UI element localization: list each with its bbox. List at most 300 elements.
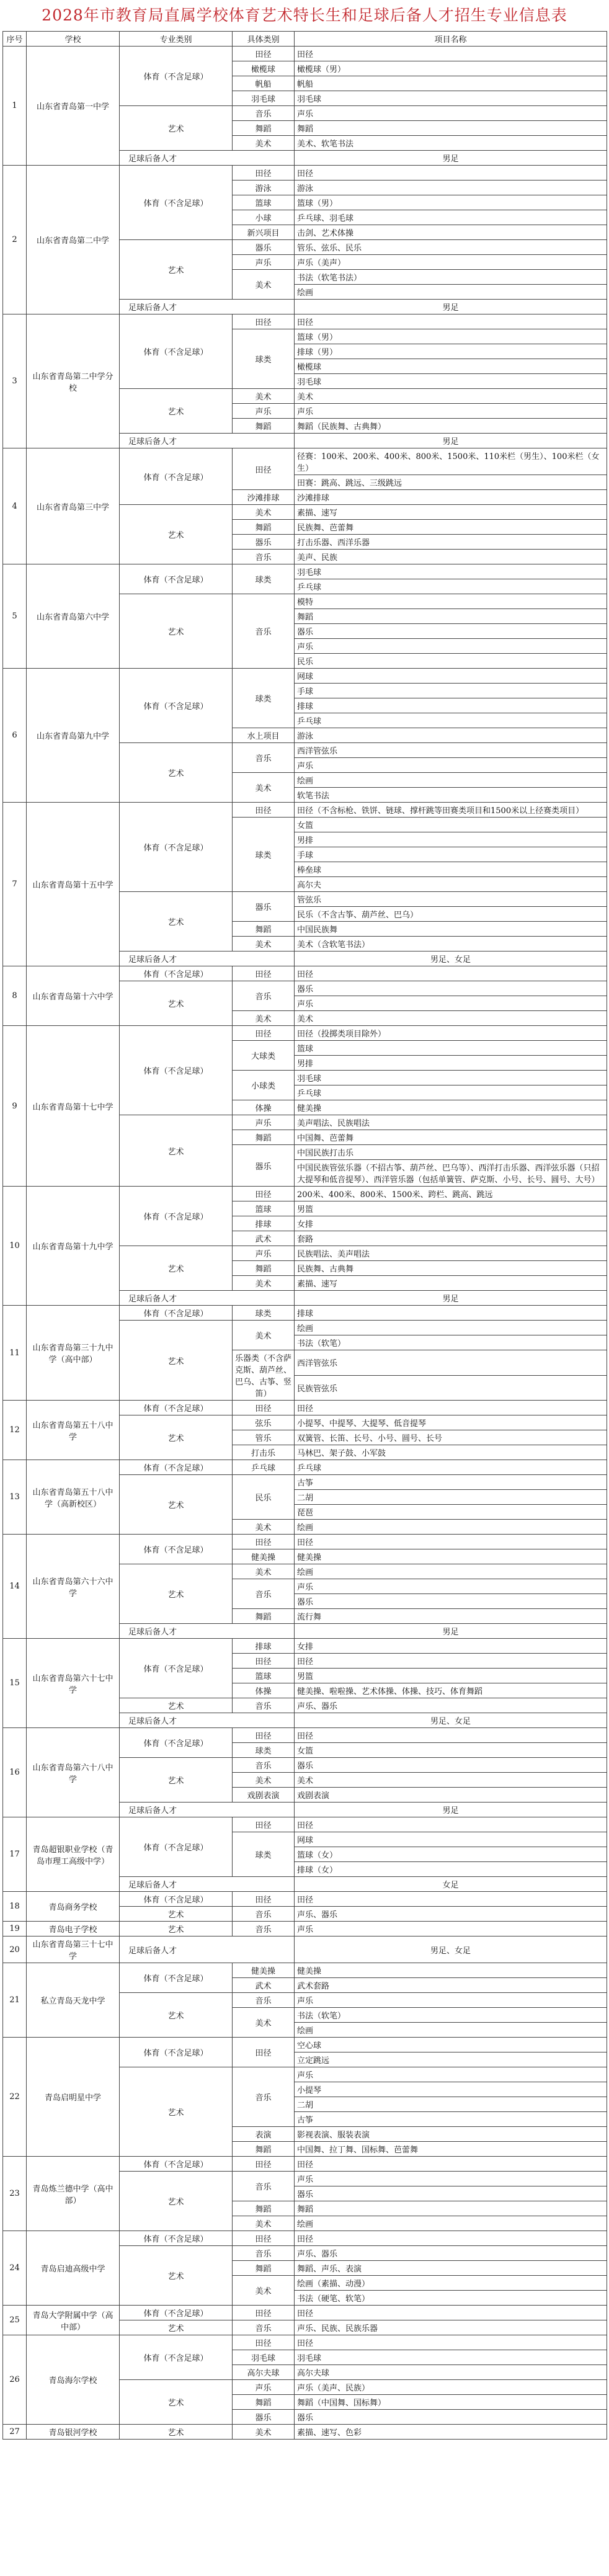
sub-category-cell: 田径 — [233, 803, 295, 818]
football-reserve-label: 足球后备人才 — [120, 952, 295, 966]
table-row — [3, 1026, 607, 1041]
item-cell: 网球 — [295, 1832, 607, 1847]
sub-category-cell: 器乐 — [233, 240, 295, 255]
football-reserve-label: 足球后备人才 — [120, 1713, 295, 1728]
row-number: 22 — [3, 2038, 27, 2157]
school-name: 山东省青岛第一中学 — [27, 47, 120, 166]
school-name: 青岛银河学校 — [27, 2425, 120, 2440]
item-cell: 手球 — [295, 847, 607, 862]
table-row — [3, 1639, 607, 1654]
school-name: 山东省青岛第六十七中学 — [27, 1639, 120, 1728]
school-name: 青岛商务学校 — [27, 1892, 120, 1922]
sub-category-cell: 田径 — [233, 1187, 295, 1201]
category-cell: 艺术 — [120, 2380, 233, 2425]
sub-category-cell: 舞蹈 — [233, 2201, 295, 2216]
item-cell: 女篮 — [295, 818, 607, 832]
item-cell: 声乐（美声） — [295, 255, 607, 270]
item-cell: 美术 — [295, 389, 607, 404]
sub-category-cell: 音乐 — [233, 1907, 295, 1922]
sub-category-cell: 美术 — [233, 270, 295, 300]
football-reserve-label: 足球后备人才 — [120, 1624, 295, 1639]
category-cell: 艺术 — [120, 1321, 233, 1401]
sub-category-cell: 田径 — [233, 1892, 295, 1907]
item-cell: 羽毛球 — [295, 2350, 607, 2365]
sub-category-cell: 器乐 — [233, 535, 295, 550]
sub-category-cell: 音乐 — [233, 1922, 295, 1936]
sub-category-cell: 声乐 — [233, 1246, 295, 1261]
school-name: 青岛超银职业学校（青岛市理工高级中学） — [27, 1817, 120, 1892]
sub-category-cell: 田径 — [233, 2038, 295, 2067]
sub-category-cell: 美术 — [233, 1564, 295, 1579]
table-row — [3, 166, 607, 180]
football-reserve-label: 足球后备人才 — [120, 1877, 295, 1892]
item-cell: 田径 — [295, 2306, 607, 2320]
item-cell: 绘画 — [295, 2216, 607, 2231]
item-cell: 女排 — [295, 1216, 607, 1231]
category-cell: 体育（不含足球） — [120, 2306, 233, 2320]
football-reserve-label: 足球后备人才 — [120, 151, 295, 166]
category-cell: 艺术 — [120, 2246, 233, 2306]
table-row — [3, 1817, 607, 1832]
sub-category-cell: 器乐 — [233, 892, 295, 922]
sub-category-cell: 健美操 — [233, 1549, 295, 1564]
category-cell: 艺术 — [120, 1907, 233, 1922]
football-reserve-label: 足球后备人才 — [120, 300, 295, 314]
row-number: 7 — [3, 803, 27, 966]
header-school: 学校 — [27, 32, 120, 47]
item-cell: 声乐 — [295, 1922, 607, 1936]
sub-category-cell: 美术 — [233, 2216, 295, 2231]
sub-category-cell: 管乐 — [233, 1430, 295, 1445]
sub-category-cell: 美术 — [233, 1773, 295, 1788]
item-cell: 女篮 — [295, 1743, 607, 1758]
school-name: 山东省青岛第三中学 — [27, 448, 120, 564]
item-cell: 二胡 — [295, 1490, 607, 1505]
school-name: 山东省青岛第九中学 — [27, 669, 120, 803]
sub-category-cell: 美术 — [233, 505, 295, 520]
item-cell: 绘画 — [295, 285, 607, 300]
item-cell: 小提琴 — [295, 2082, 607, 2097]
sub-category-cell: 美术 — [233, 136, 295, 151]
school-name: 青岛电子学校 — [27, 1922, 120, 1936]
category-cell: 艺术 — [120, 2425, 233, 2440]
item-cell: 200米、400米、800米、1500米、跨栏、跳高、跳远 — [295, 1187, 607, 1201]
football-reserve-value: 男足 — [295, 434, 607, 448]
item-cell: 排球（男） — [295, 344, 607, 359]
sub-category-cell: 沙滩排球 — [233, 490, 295, 505]
item-cell: 西洋管弦乐 — [295, 1350, 607, 1376]
table-row — [3, 1535, 607, 1549]
sub-category-cell: 球类 — [233, 669, 295, 728]
sub-category-cell: 篮球 — [233, 195, 295, 210]
category-cell: 体育（不含足球） — [120, 1963, 233, 1993]
sub-category-cell: 田径 — [233, 1535, 295, 1549]
item-cell: 橄榄球 — [295, 359, 607, 374]
category-cell: 艺术 — [120, 1993, 233, 2038]
category-cell: 艺术 — [120, 594, 233, 669]
sub-category-cell: 乒乓球 — [233, 1460, 295, 1475]
sub-category-cell: 田径 — [233, 448, 295, 490]
item-cell: 古筝 — [295, 1475, 607, 1490]
sub-category-cell: 球类 — [233, 329, 295, 389]
table-header-row — [3, 32, 607, 47]
sub-category-cell: 美术 — [233, 2008, 295, 2038]
sub-category-cell: 器乐 — [233, 2410, 295, 2425]
sub-category-cell: 田径 — [233, 2306, 295, 2320]
sub-category-cell: 武术 — [233, 1231, 295, 1246]
category-cell: 体育（不含足球） — [120, 314, 233, 389]
football-reserve-value: 男足 — [295, 1624, 607, 1639]
item-cell: 书法（软笔） — [295, 1335, 607, 1350]
school-name: 山东省青岛第十九中学 — [27, 1187, 120, 1306]
item-cell: 绘画 — [295, 773, 607, 788]
header-no: 序号 — [3, 32, 27, 47]
football-reserve-label: 足球后备人才 — [120, 1803, 295, 1817]
sub-category-cell: 音乐 — [233, 2246, 295, 2261]
school-name: 山东省青岛第六十八中学 — [27, 1728, 120, 1817]
school-name: 山东省青岛第六中学 — [27, 564, 120, 669]
item-cell: 舞蹈 — [295, 121, 607, 136]
item-cell: 中国舞、拉丁舞、国标舞、芭蕾舞 — [295, 2142, 607, 2157]
table-row — [3, 2231, 607, 2246]
sub-category-cell: 田径 — [233, 1728, 295, 1743]
item-cell: 影视表演、服装表演 — [295, 2127, 607, 2142]
table-row — [3, 1187, 607, 1201]
sub-category-cell: 音乐 — [233, 2067, 295, 2127]
item-cell: 声乐 — [295, 106, 607, 121]
category-cell: 艺术 — [120, 1922, 233, 1936]
school-name: 山东省青岛第五十八中学 — [27, 1401, 120, 1460]
item-cell: 橄榄球（男） — [295, 61, 607, 76]
category-cell: 体育（不含足球） — [120, 1187, 233, 1246]
category-cell: 艺术 — [120, 2172, 233, 2231]
table-body — [3, 47, 607, 2440]
category-cell: 艺术 — [120, 240, 233, 300]
item-cell: 马林巴、架子鼓、小军鼓 — [295, 1445, 607, 1460]
sub-category-cell: 美术 — [233, 389, 295, 404]
item-cell: 声乐、民族、民族乐器 — [295, 2320, 607, 2335]
table-row — [3, 1306, 607, 1321]
table-row — [3, 1936, 607, 1963]
item-cell: 软笔书法 — [295, 788, 607, 803]
row-number: 9 — [3, 1026, 27, 1187]
sub-category-cell: 田径 — [233, 1817, 295, 1832]
sub-category-cell: 体操 — [233, 1100, 295, 1115]
table-row — [3, 1460, 607, 1475]
sub-category-cell: 弦乐 — [233, 1415, 295, 1430]
item-cell: 古筝 — [295, 2112, 607, 2127]
sub-category-cell: 小球类 — [233, 1071, 295, 1100]
item-cell: 双簧管、长笛、长号、小号、圆号、长号 — [295, 1430, 607, 1445]
item-cell: 素描、速写 — [295, 505, 607, 520]
category-cell: 体育（不含足球） — [120, 1535, 233, 1564]
sub-category-cell: 美术 — [233, 937, 295, 952]
sub-category-cell: 球类 — [233, 1832, 295, 1877]
sub-category-cell: 声乐 — [233, 2380, 295, 2395]
item-cell: 绘画 — [295, 2023, 607, 2038]
item-cell: 民族唱法、美声唱法 — [295, 1246, 607, 1261]
item-cell: 田径 — [295, 1728, 607, 1743]
table-row — [3, 2425, 607, 2440]
item-cell: 书法（软笔书法） — [295, 270, 607, 285]
item-cell: 西洋管弦乐 — [295, 743, 607, 758]
item-cell: 男排 — [295, 1056, 607, 1071]
table-row — [3, 2335, 607, 2350]
school-name: 山东省青岛第二中学分校 — [27, 314, 120, 448]
sub-category-cell: 橄榄球 — [233, 61, 295, 76]
table-row — [3, 669, 607, 684]
item-cell: 素描、速写、色彩 — [295, 2425, 607, 2440]
school-name: 青岛大学附属中学（高中部） — [27, 2306, 120, 2335]
row-number: 14 — [3, 1535, 27, 1639]
sub-category-cell: 美术 — [233, 1276, 295, 1291]
sub-category-cell: 音乐 — [233, 594, 295, 669]
item-cell: 田径（投掷类项目除外） — [295, 1026, 607, 1041]
table-row — [3, 1892, 607, 1907]
item-cell: 美术（含软笔书法） — [295, 937, 607, 952]
sub-category-cell: 田径 — [233, 2335, 295, 2350]
item-cell: 女排 — [295, 1639, 607, 1654]
item-cell: 乒乓球 — [295, 1085, 607, 1100]
item-cell: 二胡 — [295, 2097, 607, 2112]
sub-category-cell: 舞蹈 — [233, 1261, 295, 1276]
category-cell: 体育（不含足球） — [120, 448, 233, 505]
sub-category-cell: 乐器类（不含萨克斯、葫芦丝、巴乌、古筝、竖笛） — [233, 1350, 295, 1401]
item-cell: 田径 — [295, 314, 607, 329]
sub-category-cell: 球类 — [233, 564, 295, 594]
table-row — [3, 314, 607, 329]
table-row — [3, 564, 607, 579]
row-number: 20 — [3, 1936, 27, 1963]
school-name: 青岛启明星中学 — [27, 2038, 120, 2157]
item-cell: 羽毛球 — [295, 91, 607, 106]
school-name: 山东省青岛第三十七中学 — [27, 1936, 120, 1963]
school-name: 山东省青岛第二中学 — [27, 166, 120, 314]
table-row — [3, 47, 607, 61]
sub-category-cell: 健美操 — [233, 1963, 295, 1978]
sub-category-cell: 美术 — [233, 1321, 295, 1350]
sub-category-cell: 武术 — [233, 1978, 295, 1993]
row-number: 18 — [3, 1892, 27, 1922]
category-cell: 艺术 — [120, 1246, 233, 1291]
school-name: 山东省青岛第六十六中学 — [27, 1535, 120, 1639]
admission-table — [2, 31, 607, 2440]
football-reserve-label: 足球后备人才 — [120, 1936, 295, 1963]
sub-category-cell: 音乐 — [233, 1758, 295, 1773]
sub-category-cell: 音乐 — [233, 2172, 295, 2201]
item-cell: 套路 — [295, 1231, 607, 1246]
sub-category-cell: 舞蹈 — [233, 2395, 295, 2410]
header-category: 专业类别 — [120, 32, 233, 47]
item-cell: 羽毛球 — [295, 564, 607, 579]
sub-category-cell: 高尔夫球 — [233, 2365, 295, 2380]
row-number: 8 — [3, 966, 27, 1026]
sub-category-cell: 篮球 — [233, 1201, 295, 1216]
item-cell: 游泳 — [295, 728, 607, 743]
item-cell: 舞蹈、声乐、表演 — [295, 2261, 607, 2276]
item-cell: 男篮 — [295, 1669, 607, 1683]
row-number: 15 — [3, 1639, 27, 1728]
sub-category-cell: 戏剧表演 — [233, 1788, 295, 1803]
sub-category-cell: 美术 — [233, 1520, 295, 1535]
sub-category-cell: 球类 — [233, 818, 295, 892]
item-cell: 篮球（男） — [295, 195, 607, 210]
table-row — [3, 803, 607, 818]
sub-category-cell: 舞蹈 — [233, 922, 295, 937]
category-cell: 艺术 — [120, 1415, 233, 1460]
sub-category-cell: 舞蹈 — [233, 1609, 295, 1624]
football-reserve-value: 男足、女足 — [295, 1936, 607, 1963]
item-cell: 流行舞 — [295, 1609, 607, 1624]
sub-category-cell: 篮球 — [233, 1669, 295, 1683]
item-cell: 声乐、器乐 — [295, 1907, 607, 1922]
category-cell: 艺术 — [120, 389, 233, 434]
item-cell: 田径 — [295, 1535, 607, 1549]
item-cell: 声乐 — [295, 996, 607, 1011]
item-cell: 声乐 — [295, 639, 607, 654]
item-cell: 高尔夫 — [295, 877, 607, 892]
item-cell: 田径 — [295, 47, 607, 61]
row-number: 23 — [3, 2157, 27, 2231]
sub-category-cell: 新兴项目 — [233, 225, 295, 240]
item-cell: 田径 — [295, 2335, 607, 2350]
category-cell: 艺术 — [120, 1698, 233, 1713]
item-cell: 中国舞、芭蕾舞 — [295, 1130, 607, 1145]
school-name: 山东省青岛第十七中学 — [27, 1026, 120, 1187]
football-reserve-value: 男足 — [295, 1803, 607, 1817]
header-item: 项目名称 — [295, 32, 607, 47]
sub-category-cell: 音乐 — [233, 1993, 295, 2008]
row-number: 13 — [3, 1460, 27, 1535]
table-row — [3, 2038, 607, 2052]
row-number: 1 — [3, 47, 27, 166]
item-cell: 民乐（不含古筝、葫芦丝、巴乌） — [295, 907, 607, 922]
item-cell: 舞蹈 — [295, 2201, 607, 2216]
table-row — [3, 1922, 607, 1936]
football-reserve-value: 女足 — [295, 1877, 607, 1892]
category-cell: 体育（不含足球） — [120, 1401, 233, 1415]
sub-category-cell: 声乐 — [233, 404, 295, 419]
item-cell: 击剑、艺术体操 — [295, 225, 607, 240]
item-cell: 武术套路 — [295, 1978, 607, 1993]
sub-category-cell: 声乐 — [233, 255, 295, 270]
sub-category-cell: 美术 — [233, 773, 295, 803]
category-cell: 艺术 — [120, 981, 233, 1026]
category-cell: 体育（不含足球） — [120, 1817, 233, 1877]
sub-category-cell: 游泳 — [233, 180, 295, 195]
item-cell: 篮球（女） — [295, 1847, 607, 1862]
item-cell: 排球 — [295, 1306, 607, 1321]
row-number: 3 — [3, 314, 27, 448]
item-cell: 器乐 — [295, 1758, 607, 1773]
category-cell: 体育（不含足球） — [120, 2231, 233, 2246]
sub-category-cell: 田径 — [233, 1401, 295, 1415]
item-cell: 篮球（男） — [295, 329, 607, 344]
football-reserve-label: 足球后备人才 — [120, 1291, 295, 1306]
item-cell: 田径 — [295, 1401, 607, 1415]
row-number: 19 — [3, 1922, 27, 1936]
item-cell: 立定跳远 — [295, 2052, 607, 2067]
school-name: 山东省青岛第三十九中学（高中部） — [27, 1306, 120, 1401]
item-cell: 田径 — [295, 1654, 607, 1669]
row-number: 17 — [3, 1817, 27, 1892]
sub-category-cell: 器乐 — [233, 1145, 295, 1187]
sub-category-cell: 美术 — [233, 2425, 295, 2440]
item-cell: 高尔夫球 — [295, 2365, 607, 2380]
category-cell: 体育（不含足球） — [120, 1728, 233, 1758]
item-cell: 田径（不含标枪、铁饼、链球、撑杆跳等田赛类项目和1500米以上径赛类项目） — [295, 803, 607, 818]
item-cell: 网球 — [295, 669, 607, 684]
item-cell: 声乐 — [295, 2172, 607, 2186]
row-number: 6 — [3, 669, 27, 803]
school-name: 青岛海尔学校 — [27, 2335, 120, 2425]
item-cell: 绘画 — [295, 1564, 607, 1579]
sub-category-cell: 音乐 — [233, 550, 295, 564]
item-cell: 健美操 — [295, 1100, 607, 1115]
item-cell: 素描、速写 — [295, 1276, 607, 1291]
item-cell: 声乐、器乐 — [295, 2246, 607, 2261]
sub-category-cell: 体操 — [233, 1683, 295, 1698]
row-number: 24 — [3, 2231, 27, 2306]
sub-category-cell: 音乐 — [233, 1579, 295, 1609]
row-number: 10 — [3, 1187, 27, 1306]
item-cell: 声乐（美声、民族） — [295, 2380, 607, 2395]
category-cell: 体育（不含足球） — [120, 166, 233, 240]
item-cell: 羽毛球 — [295, 1071, 607, 1085]
category-cell: 艺术 — [120, 1564, 233, 1624]
item-cell: 手球 — [295, 684, 607, 698]
row-number: 21 — [3, 1963, 27, 2038]
item-cell: 打击乐器、西洋乐器 — [295, 535, 607, 550]
item-cell: 棒垒球 — [295, 862, 607, 877]
item-cell: 舞蹈 — [295, 609, 607, 624]
table-row — [3, 1401, 607, 1415]
table-row — [3, 1728, 607, 1743]
row-number: 25 — [3, 2306, 27, 2335]
table-row — [3, 448, 607, 475]
item-cell: 器乐 — [295, 2186, 607, 2201]
row-number: 2 — [3, 166, 27, 314]
sub-category-cell: 田径 — [233, 166, 295, 180]
item-cell: 田径 — [295, 966, 607, 981]
category-cell: 艺术 — [120, 2067, 233, 2157]
school-name: 青岛炼兰德中学（高中部） — [27, 2157, 120, 2231]
item-cell: 民乐 — [295, 654, 607, 669]
item-cell: 舞蹈（民族舞、古典舞） — [295, 419, 607, 434]
table-row — [3, 966, 607, 981]
item-cell: 绘画 — [295, 1321, 607, 1335]
item-cell: 帆船 — [295, 76, 607, 91]
item-cell: 排球 — [295, 698, 607, 713]
sub-category-cell: 舞蹈 — [233, 2142, 295, 2157]
sub-category-cell: 音乐 — [233, 743, 295, 773]
sub-category-cell: 田径 — [233, 966, 295, 981]
item-cell: 中国民族打击乐 — [295, 1145, 607, 1160]
sub-category-cell: 球类 — [233, 1743, 295, 1758]
category-cell: 体育（不含足球） — [120, 2038, 233, 2067]
item-cell: 美术 — [295, 1011, 607, 1026]
item-cell: 健美操、啦啦操、艺术体操、体操、技巧、体育舞蹈 — [295, 1683, 607, 1698]
item-cell: 民族舞、芭蕾舞 — [295, 520, 607, 535]
item-cell: 田径 — [295, 2231, 607, 2246]
football-reserve-label: 足球后备人才 — [120, 434, 295, 448]
header-sub-category: 具体类别 — [233, 32, 295, 47]
item-cell: 绘画 — [295, 1520, 607, 1535]
item-cell: 田赛：跳高、跳远、三级跳远 — [295, 475, 607, 490]
sub-category-cell: 民乐 — [233, 1475, 295, 1520]
item-cell: 美声唱法、民族唱法 — [295, 1115, 607, 1130]
sub-category-cell: 田径 — [233, 47, 295, 61]
